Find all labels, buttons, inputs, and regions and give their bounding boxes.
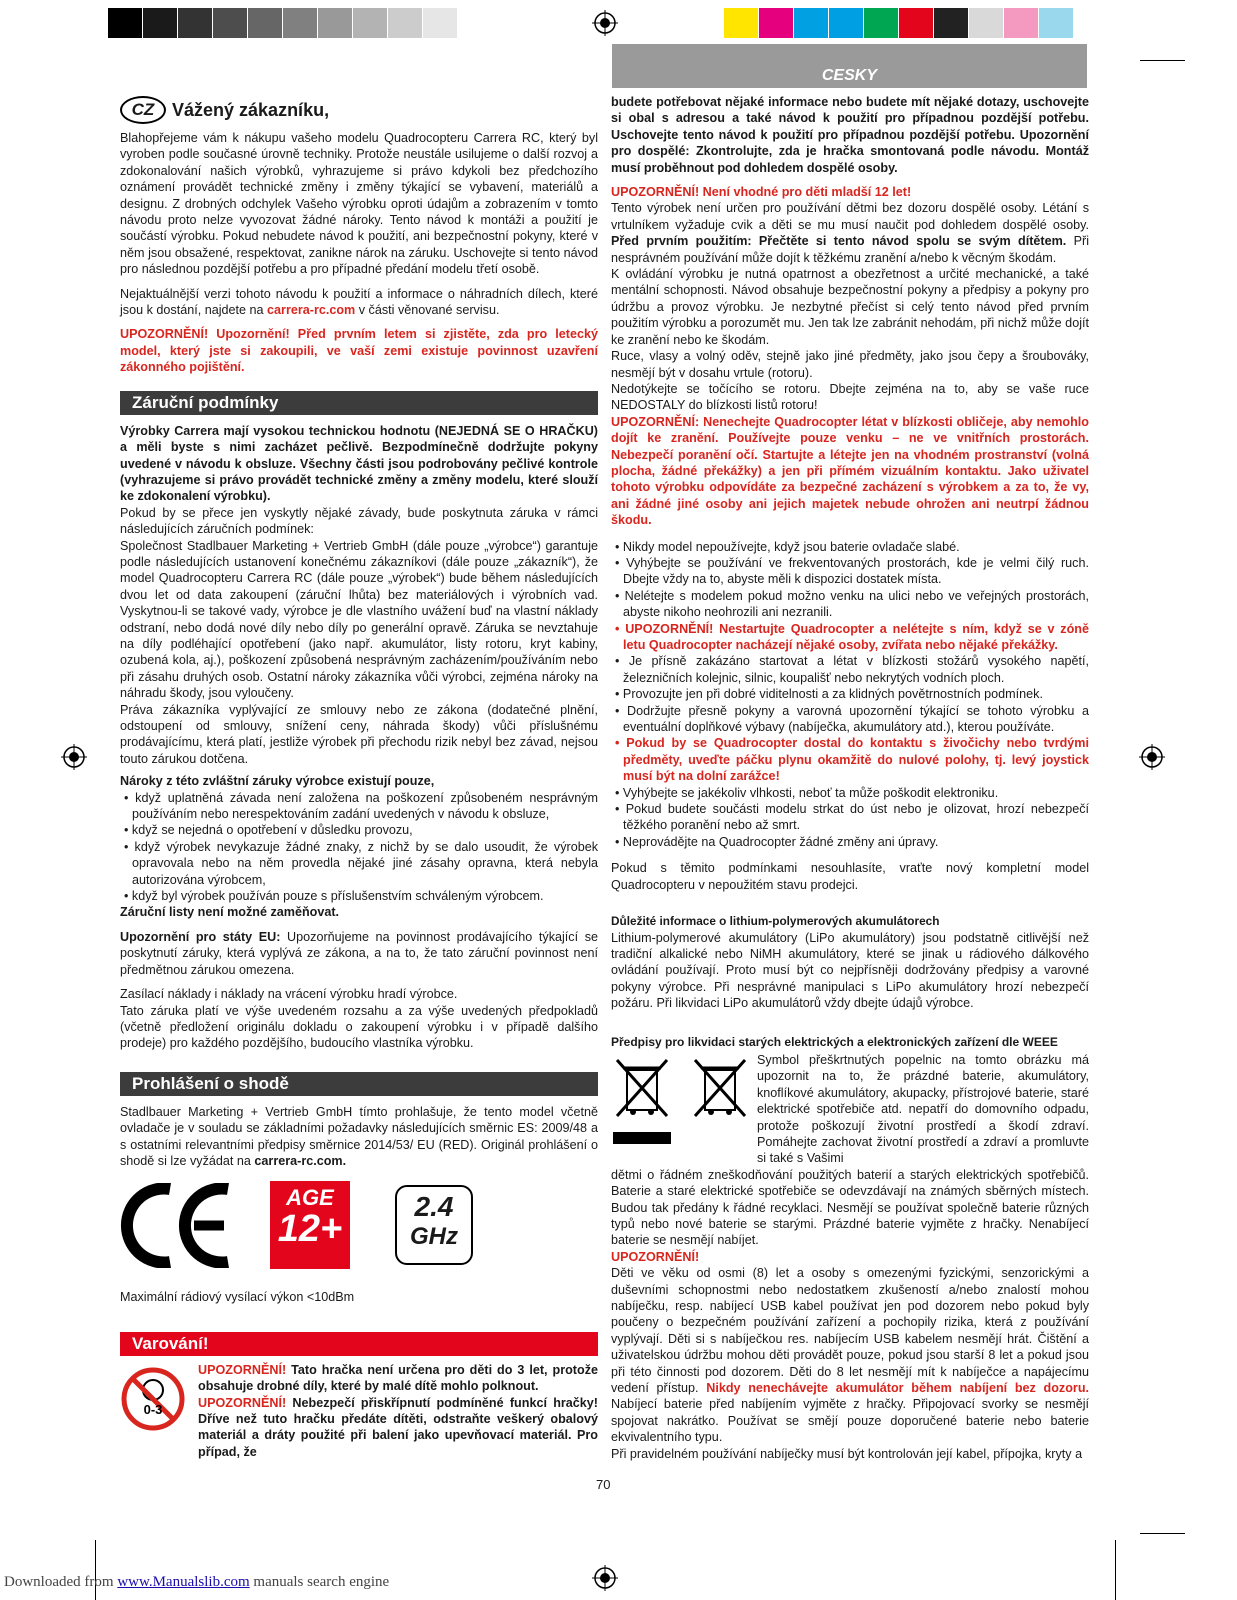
- rotor-paragraph: Nedotýkejte se točícího se rotoru. Dbejte zejména na to, aby se vaše ruce NEDOSTALY do blízkosti listů rotoru!: [611, 381, 1089, 413]
- max-power-text: Maximální rádiový vysílací výkon <10dBm: [120, 1290, 355, 1305]
- gray-swatch: [353, 8, 388, 38]
- safety-rule-item: • Neprovádějte na Quadrocopter žádné změny ani úpravy.: [611, 834, 1089, 850]
- right-column: [611, 94, 1089, 1462]
- age-warning: UPOZORNĚNÍ! Není vhodné pro děti mladší 12 let!: [611, 185, 912, 200]
- crop-mark: [1140, 60, 1185, 61]
- claim-item: • když uplatněná závada není založena na poškození způsobeném nesprávným používáním nebo nerespektováním zadání uvedených v návodu k obsluze,: [120, 790, 598, 823]
- gray-swatch: [213, 8, 248, 38]
- eu-notice: Upozornění pro státy EU: Upozorňujeme na povinnost prodávajícího týkající se poskytnutí záruky, která vyplývá ze zákona, a na to, že tato záruční povinnost není předmětnou zárukou omezena.: [120, 929, 598, 977]
- claim-item: • když byl výrobek používán pouze s příslušenstvím schváleným výrobcem.: [120, 888, 598, 904]
- supervision-paragraph: Tento výrobek není určen pro používání dětmi bez dozoru dospělé osoby. Létání s vrtulníkem vyžaduje cvik a děti se mu musí naučit pod dohledem dospělé osoby. Před prvním použitím: Přečtěte si tento návod spolu se svým dítětem. Při nesprávném používání může dojít k těžkému zranění a/nebo k věcným škodám.: [611, 201, 1090, 265]
- download-footer: Downloaded from www.Manualslib.com manuals search engine: [4, 1574, 390, 1590]
- color-swatch: [934, 8, 969, 38]
- language-tab-label: CESKY: [821, 67, 877, 84]
- caution-paragraph: K ovládání výrobku je nutná opatrnost a obezřetnost a určité mechanické, a také mentální schopnosti. Návod obsahuje bezpečnostní pokyny a předpisy a pokyny pro údržbu a provoz výrobku. Je nezbytné přečíst si celý tento návod před prvním použitím výrobku a porozumět mu. Jen tak lze zabránit nehodám, při nichž může dojít ke zranění nebo ke škodám.: [611, 267, 1089, 347]
- safety-rule-item: • Provozujte jen při dobré viditelnosti a za klidných povětrnostních podmínek.: [611, 686, 1089, 702]
- color-swatch: [969, 8, 1004, 38]
- color-swatch: [759, 8, 794, 38]
- bin-underline-bar: [613, 1132, 671, 1144]
- gray-swatch: [283, 8, 318, 38]
- weee-block: [611, 1052, 1089, 1249]
- gray-swatch: [108, 8, 143, 38]
- registration-mark-icon: [1137, 742, 1167, 772]
- crossed-bin-icon: [611, 1054, 673, 1120]
- color-swatch: [829, 8, 864, 38]
- safety-rule-item: • Nikdy model nepoužívejte, když jsou baterie ovladače slabé.: [611, 539, 1089, 555]
- conformity-text: Stadlbauer Marketing + Vertrieb GmbH tímto prohlašuje, že tento model včetně ovladače je v souladu se základními požadavky následujících směrnic ES: 2009/48 a s ostatními relevantními předpisy směrnice 2014/53/ EU (RED). Originál prohlášení o shodě si lze vyžádat na carrera-rc.com.: [120, 1104, 598, 1168]
- certification-logos: [120, 1181, 598, 1281]
- safety-rule-item: • Vyhýbejte se jakékoliv vlhkosti, neboť ta může poškodit elektroniku.: [611, 785, 1089, 801]
- weee-heading: Předpisy pro likvidaci starých elektrických a elektronických zařízení dle WEEE: [611, 1034, 1058, 1049]
- gray-swatch: [318, 8, 353, 38]
- latest-version-paragraph: Nejaktuálnější verzi tohoto návodu k použití a informace o náhradních dílech, které jsou k dostání, najdete na carrera-rc.com v části věnované servisu.: [120, 286, 598, 318]
- small-parts-warning: UPOZORNĚNÍ! Tato hračka není určena pro děti do 3 let, protože obsahuje drobné díly, které by malé dítě mohlo polknout. UPOZORNĚNÍ! Nebezpečí přiskřípnutí podmíněné funkcí hračky! Dříve než tuto hračku předáte dítěti, odstraňte veškerý obalový materiál a dráty použité při balení jako upevňovací materiál. Pro případ, že: [198, 1362, 598, 1459]
- safety-rule-item: • UPOZORNĚNÍ! Nestartujte Quadrocopter a nelétejte s ním, když se v zóně letu Quadrocopter nacházejí nějaké osoby, zvířata nebo nějaké překážky.: [611, 621, 1089, 654]
- crop-mark: [1140, 1533, 1185, 1534]
- conformity-heading: Prohlášení o shodě: [120, 1072, 598, 1096]
- claims-heading: Nároky z této zvláštní záruky výrobce existují pouze,: [120, 774, 435, 789]
- insurance-warning: UPOZORNĚNÍ! Upozornění! Před prvním letem si zjistěte, zda pro letecký model, který jste si zakoupili, ve vaší zemi existuje povinnost uzavření zákonného pojištění.: [120, 327, 598, 375]
- svg-text:0-3: 0-3: [143, 1401, 163, 1417]
- carrera-link[interactable]: carrera-rc.com: [267, 303, 356, 318]
- claims-list: [120, 790, 598, 905]
- shipping-note: Zasílací náklady i náklady na vrácení výrobku hradí výrobce.: [120, 987, 458, 1002]
- color-swatch: [724, 8, 759, 38]
- crop-mark: [1115, 1540, 1116, 1600]
- color-swatch: [1004, 8, 1039, 38]
- safety-rules-list: [611, 539, 1089, 851]
- warning-heading: Varování!: [120, 1332, 598, 1356]
- greeting-heading: Vážený zákazníku,: [172, 99, 330, 120]
- weee-text-continued: dětmi o řádném zneškodňování použitých baterií a starých elektrických spotřebičů. Baterie a staré elektrické spotřebiče se odevzdávají na známých sběrných místech. Budou tak předány k řádné recyklaci. Nesmějí se používat společně baterie různých typů nebo nové baterie se starými. Prázdné baterie vyjměte z hračky. Nenabíjecí baterie se nesmějí nabíjet.: [611, 1167, 1089, 1248]
- ghz-badge: 2.4 GHz: [395, 1185, 473, 1265]
- gray-calibration-bar: [108, 8, 493, 38]
- safety-rule-item: • Pokud budete součásti modelu strkat do úst nebo je olizovat, hrozí nebezpečí těžkého poranění nebo až smrt.: [611, 801, 1089, 834]
- safety-rule-item: • Nelétejte s modelem pokud možno venku na ulici nebo ve veřejných prostorách, abyste nikoho neohrozili ani nezranili.: [611, 588, 1089, 621]
- warranty-bold-text: Výrobky Carrera mají vysokou technickou hodnotu (NEJEDNÁ SE O HRAČKU) a měli byste s nimi zacházet pečlivě. Bezpodmínečně dodržujte pokyny uvedené v návodu k obsluze. Všechny části jsou podrobovány pečlivé kontrole (vyhrazujeme si právo provádět technické změny a změny modelu, které slouží ke zdokonalení výrobku).: [120, 423, 598, 504]
- registration-mark-icon: [59, 742, 89, 772]
- warranty-heading: Záruční podmínky: [120, 391, 598, 415]
- manualslib-link[interactable]: www.Manualslib.com: [117, 1574, 250, 1590]
- final-warning-label: UPOZORNĚNÍ!: [611, 1249, 700, 1264]
- charger-paragraph-2: Při pravidelném používání nabíječky musí být kontrolován její kabel, přípojka, kryty a: [611, 1446, 1083, 1461]
- gray-swatch: [458, 8, 493, 38]
- gray-swatch: [143, 8, 178, 38]
- lipo-text: Lithium-polymerové akumulátory (LiPo akumulátory) jsou podstatně citlivější než tradiční alkalické nebo NiMH akumulátory, které se jinak u rádiového dálkového ovládání používají. Proto musí být co nejpřísněji dodržovány předpisy a varovné pokyny výrobce. Při nesprávné manipulaci s LiPo akumulátory hrozí nebezpečí požáru. Při likvidaci LiPo akumulátorů vždy dbejte údajů výrobce.: [611, 930, 1089, 1011]
- warranty-paragraph-3: Práva zákazníka vyplývající ze smlouvy nebo ze zákona (dodatečné plnění, odstoupení od smlouvy, snížení ceny, náhrada škody) vůči příslušnému prodávajícímu, která platí, jestliže výrobek při přechodu rizik nebyl bez závad, nejsou touto zárukou dotčena.: [120, 702, 598, 766]
- continuation-bold: budete potřebovat nějaké informace nebo budete mít nějaké dotazy, uschovejte si obal s adresou a také návod k použití pro případnou pozdější potřebu. Uschovejte tento návod k použití pro případnou pozdější potřebu. Upozornění pro dospělé: Zkontrolujte, zda je hračka smontovaná podle návodu. Montáž musí proběhnout pod dohledem dospělé osoby.: [611, 95, 1089, 175]
- crossed-bin-icon: [689, 1054, 751, 1120]
- intro-paragraph: Blahopřejeme vám k nákupu vašeho modelu Quadrocopteru Carrera RC, který byl vyroben podle současné úrovně techniky. Protože neustále usilujeme o další rozvoj a zdokonalování našich výrobků, vyhrazujeme si právo kdykoli bez předchozího oznámení provádět technické změny i změny týkající se vybavení, materiálů a designu. Z drobných odchylek Vašeho výrobku oproti údajům a zobrazením v tomto návodu proto nelze vyvozovat žádné nároky. Tento návod k montáži a použití je součástí výrobku. Pokud nebudete návod k použití, ani bezpečnostní pokyny, které v něm jsou obsažené, respektovat, zanikne nárok na záruku. Uschovejte si tento návod pro následnou pozdější potřebu a pro případné předání modelu třetí osobě.: [120, 131, 598, 277]
- left-column: [120, 96, 598, 1460]
- claim-item: • když výrobek nevykazuje žádné znaky, z nichž by se dalo usoudit, že výrobek opravovala nebo na něm provedla nějaké jiné zásahy opravna, která nebyla autorizována výrobcem,: [120, 839, 598, 888]
- color-swatch: [1039, 8, 1074, 38]
- no-children-under-3-icon: [120, 1366, 186, 1432]
- gray-swatch: [178, 8, 213, 38]
- gray-swatch: [248, 8, 283, 38]
- color-swatch: [899, 8, 934, 38]
- weee-text: Symbol přeškrtnutých popelnic na tomto obrázku má upozornit na to, že prázdné baterie, akumulátory, knoflíkové akumulátory, akupacky, přístrojové baterie, staré elektrické spotřebiče atd. nepatří do domovního odpadu, protože poškozují životní prostředí a škodí zdraví. Pomáhejte zachovat životní prostředí a zdraví a promluvte si také s Vašimi: [757, 1052, 1089, 1166]
- color-calibration-bar: [724, 8, 1074, 38]
- crop-mark: [95, 1540, 96, 1600]
- safety-rule-item: • Vyhýbejte se používání ve frekventovaných prostorách, kde je velmi čilý ruch. Dbejte vždy na to, abyste měli k dispozici dostatek místa.: [611, 555, 1089, 588]
- gray-swatch: [388, 8, 423, 38]
- conformity-link[interactable]: carrera-rc.com.: [254, 1153, 347, 1168]
- color-swatch: [864, 8, 899, 38]
- warranty-paragraph-2: Společnost Stadlbauer Marketing + Vertrieb GmbH (dále pouze „výrobce“) garantuje podle následujících ustanovení konečnému zákazníkovi (dále pouze „zákazník“), že model Quadrocopteru Carrera RC (dále pouze „výrobek“) bude během následujících dvou let od data zakoupení (záruční lhůta) bez materiálových i výrobních vad. Vyskytnou-li se takové vady, výrobce je dle vlastního uvážení buď na vlastní náklady odstraní, nebo dodá nové díly nebo díly po generální opravě. Záruka se nevztahuje na díly podléhající opotřebení (jako např. akumulátor, listy rotoru, kryt kabiny, ozubená kola, aj.), poškození způsobená nesprávným zacházením/používáním nebo při zásahu druhých osob. Ostatní nároky zákazníka vůči výrobci, zejména nároky na náhradu škody, jsou vyloučeny.: [120, 538, 598, 701]
- page-number: 70: [596, 1477, 611, 1492]
- warranty-paragraph-1: Pokud by se přece jen vyskytly nějaké závady, bude poskytnuta záruka v rámci následujících záručních podmínek:: [120, 505, 598, 537]
- ce-mark-icon: [120, 1183, 235, 1268]
- claims-footer: Záruční listy není možné zaměňovat.: [120, 905, 340, 920]
- face-warning-block: UPOZORNĚNÍ: Nenechejte Quadrocopter létat v blízkosti obličeje, aby nemohlo dojít ke zranění. Používejte pouze venku – ne ve vnitřních prostorách. Nebezpečí poranění očí. Startujte a létejte jen na vhodném prostranství (volná plocha, žádné překážky) a jen při přímém vizuálním kontaktu. Jako uživatel tohoto výrobku odpovídáte za bezpečné zacházení s výrobkem a za to, že vy, ani žádné jiné osoby ani jejich majetek nebude ohrožen ani neutrpí žádnou škodu.: [611, 414, 1089, 528]
- weee-symbols: [611, 1052, 757, 1152]
- registration-mark-icon: [590, 1563, 620, 1593]
- charger-paragraph: Děti ve věku od osmi (8) let a osoby s omezenými fyzickými, senzorickými a duševními schopnostmi nebo nedostatkem zkušeností a/nebo znalostí mohou nabíječku, resp. nabíjecí USB kabel používat jen pod dozorem nebo pokud byly poučeny o bezpečném používání zařízení a pochopily rizika, která z používání vyplývají. Děti si s nabíječkou res. nabíjecím USB kabelem nesmějí hrát. Čištění a uživatelskou údržbu mohou děti provádět pouze, pokud jsou starší 8 let a pokud jsou při této činnosti pod dozorem. Děti do 8 let nesmějí mít k nabíječce a napájecímu vedení přístup. Nikdy nenechávejte akumulátor během nabíjení bez dozoru. Nabíjecí baterie před nabíjením vyjměte z hračky. Připojovací svorky se nesmějí spojovat nakrátko. Používat se smějí pouze doporučené baterie nebo baterie ekvivalentního typu.: [611, 1266, 1090, 1445]
- lipo-heading: Důležité informace o lithium-polymerových akumulátorech: [611, 914, 940, 929]
- claim-item: • když se nejedná o opotřebení v důsledku provozu,: [120, 822, 598, 838]
- registration-mark-icon: [590, 8, 620, 38]
- safety-rule-item: • Pokud by se Quadrocopter dostal do kontaktu s živočichy nebo tvrdými předměty, uveďte páčku plynu okamžitě do nulové polohy, tj. levý joystick musí být na dolní zarážce!: [611, 735, 1089, 784]
- gray-swatch: [423, 8, 458, 38]
- language-tab: [612, 44, 1087, 88]
- safety-rule-item: • Dodržujte přesně pokyny a varovná upozornění týkající se tohoto výrobku a eventuální doplňkové výbavy (nabíječka, akumulátory atd.), kterou používáte.: [611, 703, 1089, 736]
- scope-note: Tato záruka platí ve výše uvedeném rozsahu a za výše uvedených předpokladů (včetně předložení originálu dokladu o zakoupení výrobku i v případě dalšího prodeje) pro každého pozdějšího, budoucího vlastníka výrobku.: [120, 1003, 598, 1051]
- color-swatch: [794, 8, 829, 38]
- age-12-badge: AGE 12+: [270, 1181, 350, 1269]
- warning-block: [120, 1362, 598, 1460]
- hands-paragraph: Ruce, vlasy a volný oděv, stejně jako jiné předměty, jako jsou čepy a šroubováky, nesmějí být v dosahu vrtule (rotoru).: [611, 349, 1089, 380]
- return-note: Pokud s těmito podmínkami nesouhlasíte, vraťte nový kompletní model Quadrocopteru v nepoužitém stavu prodejci.: [611, 861, 1089, 892]
- cz-badge: CZ: [120, 96, 166, 124]
- safety-rule-item: • Je přísně zakázáno startovat a létat v blízkosti stožárů vysokého napětí, železničních kolejnic, silnic, koupališť nebo nekrytých vodních ploch.: [611, 653, 1089, 686]
